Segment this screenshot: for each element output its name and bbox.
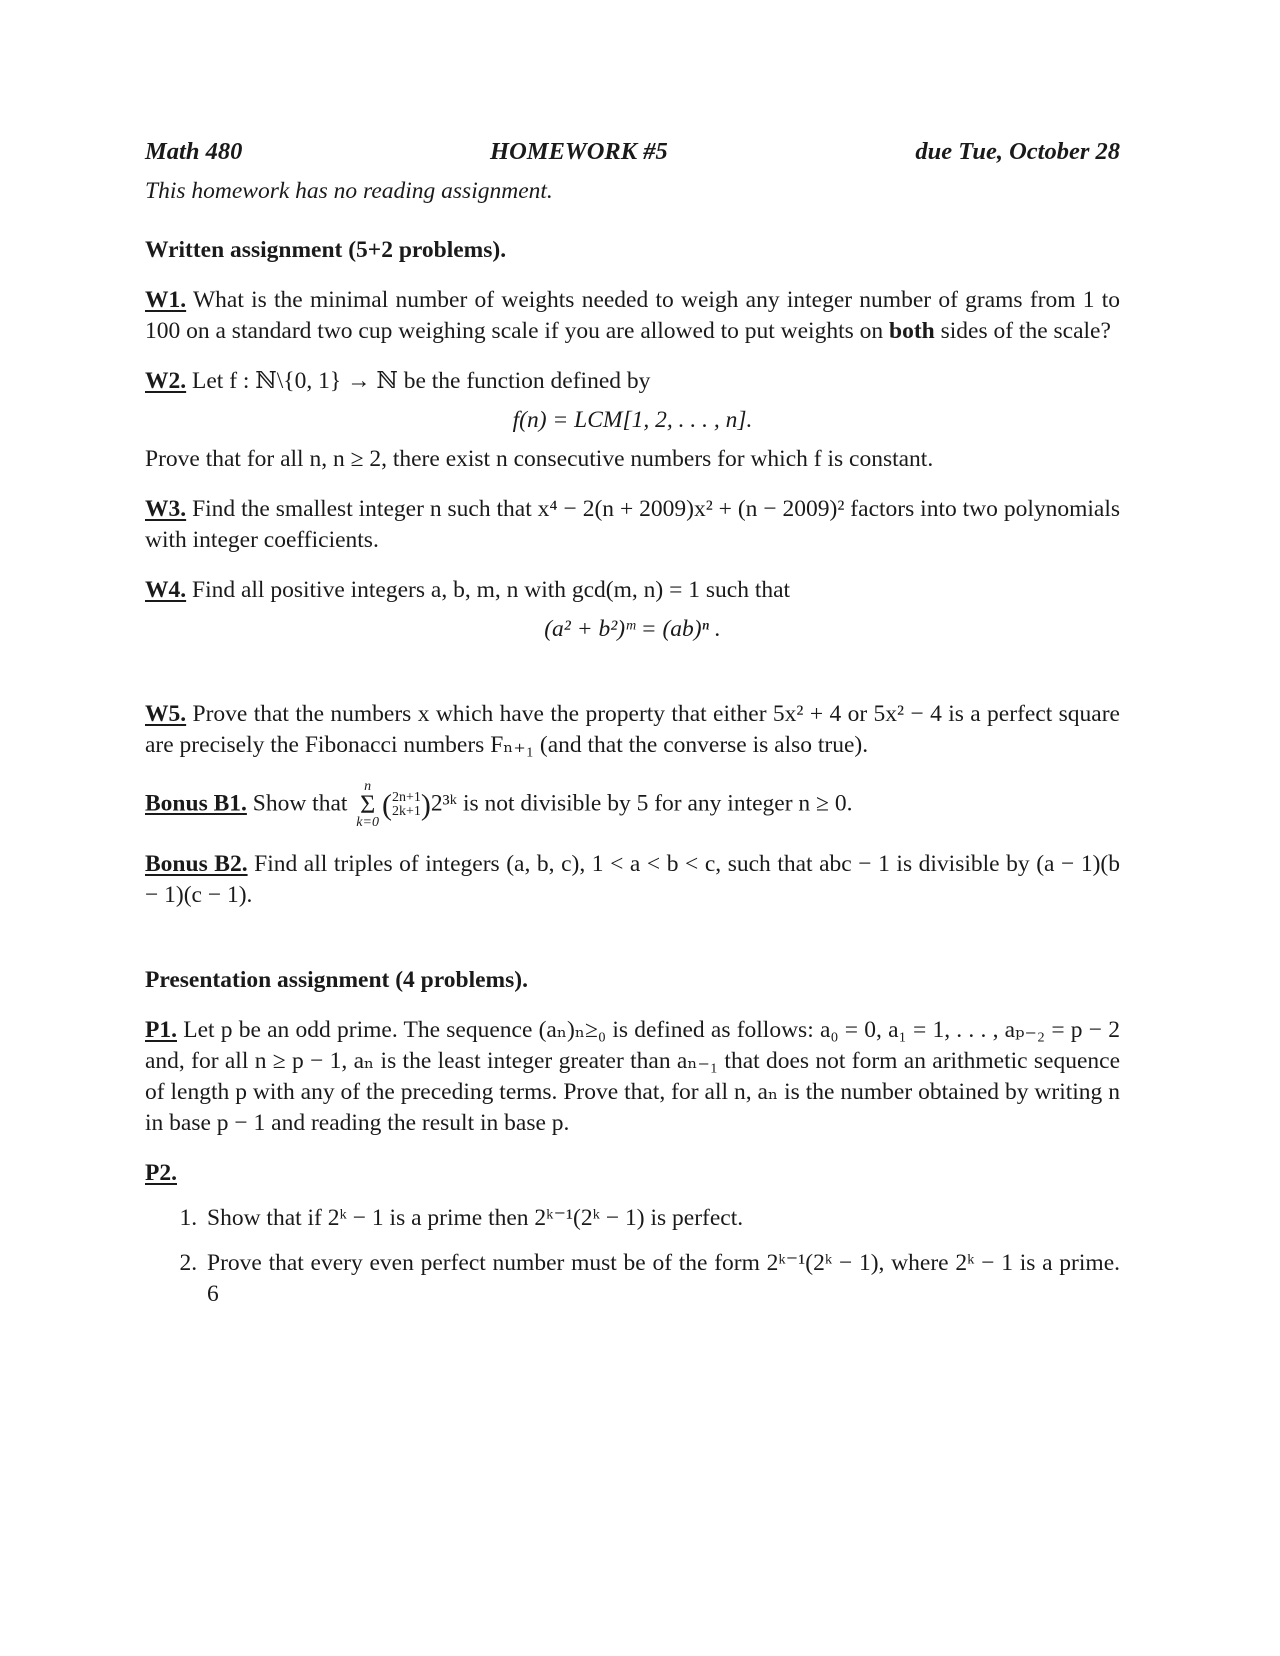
display-formula: f(n) = LCM[1, 2, . . . , n]. <box>512 407 753 433</box>
homework-page <box>145 136 1120 1310</box>
problem-text: What is the minimal number of weights needed to weigh any integer number of grams from 1 to 100 on a standard two cup weighing scale if you are allowed to put weights on <box>145 287 1121 344</box>
due-date: due Tue, October 28 <box>915 138 1120 165</box>
sum-upper: n <box>364 779 372 794</box>
problem-label: W3. <box>145 496 187 522</box>
problem-label: Bonus B2. <box>145 851 248 877</box>
problem-text: Find all triples of integers (a, b, c), 1 < a < b < c, such that abc − 1 is divisible by (a − 1)(b − 1)(c − 1). <box>145 851 1120 908</box>
summation <box>356 780 379 830</box>
problem-label: W2. <box>145 368 187 394</box>
presentation-heading: Presentation assignment (4 problems). <box>145 967 528 993</box>
course-label: Math 480 <box>145 138 243 165</box>
problem-text: 2³ᵏ is not divisible by 5 for any integer n ≥ 0. <box>430 790 853 817</box>
problem-w1 <box>145 285 1120 347</box>
problem-p1 <box>145 1015 1120 1139</box>
written-heading: Written assignment (5+2 problems). <box>145 237 507 263</box>
binomial <box>392 791 421 819</box>
problem-w5 <box>145 699 1120 761</box>
binom-top: 2n+1 <box>391 790 421 805</box>
problem-text: sides of the scale? <box>940 318 1111 344</box>
left-paren: ( <box>381 788 392 822</box>
problem-b1 <box>145 780 1120 830</box>
problem-text: Let p be an odd prime. The sequence (aₙ)ₙ≥₀ is defined as follows: a₀ = 0, a₁ = 1, . . . , aₚ₋₂ = p − 2 and, for all n ≥ p − 1, aₙ is the least integer greater than aₙ₋₁ that does not form an arithmetic sequence of length p with any of the preceding terms. Prove that, for all n, aₙ is the number obtained by writing n in base p − 1 and reading the result in base p. <box>145 1017 1121 1136</box>
right-paren: ) <box>420 788 431 822</box>
problem-text: Show that <box>252 790 348 817</box>
problem-text: Prove that the numbers x which have the property that either 5x² + 4 or 5x² − 4 is a perfect square are precisely the Fibonacci numbers Fₙ₊₁ (and that the converse is also true). <box>145 701 1120 758</box>
display-formula: (a² + b²)ᵐ = (ab)ⁿ . <box>544 616 721 642</box>
intro-note: This homework has no reading assignment. <box>145 178 553 204</box>
problem-text: Find all positive integers a, b, m, n with gcd(m, n) = 1 such that <box>192 577 791 603</box>
problem-label: W4. <box>145 577 187 603</box>
problem-label: Bonus B1. <box>145 790 247 817</box>
emphasis-text: both <box>889 318 935 344</box>
sum-lower: k=0 <box>356 815 379 830</box>
problem-text: Let f : ℕ\{0, 1} → ℕ be the function defined by <box>192 368 651 394</box>
sigma-symbol: Σ <box>360 790 376 819</box>
problem-text: Prove that for all n, n ≥ 2, there exist n consecutive numbers for which f is constant. <box>145 446 934 472</box>
problem-label: W1. <box>145 287 187 313</box>
homework-title: HOMEWORK #5 <box>490 138 668 165</box>
problem-w3 <box>145 494 1120 556</box>
problem-p2 <box>145 1158 1120 1310</box>
problem-label: W5. <box>145 701 187 727</box>
problem-w4 <box>145 575 1120 645</box>
problem-text: Find the smallest integer n such that x⁴ − 2(n + 2009)x² + (n − 2009)² factors into two polynomials with integer coefficients. <box>145 496 1121 553</box>
header <box>145 136 1120 167</box>
list-item: 2. Prove that every even perfect number must be of the form 2ᵏ⁻¹(2ᵏ − 1), where 2ᵏ − 1 is a prime. 6 <box>203 1248 1120 1310</box>
problem-label: P2. <box>145 1160 177 1186</box>
binom-bottom: 2k+1 <box>391 804 421 819</box>
problem-w2 <box>145 366 1120 475</box>
p2-list <box>145 1203 1120 1310</box>
problem-label: P1. <box>145 1017 177 1043</box>
problem-b2 <box>145 849 1120 911</box>
list-item: 1. Show that if 2ᵏ − 1 is a prime then 2ᵏ⁻¹(2ᵏ − 1) is perfect. <box>203 1203 1120 1234</box>
